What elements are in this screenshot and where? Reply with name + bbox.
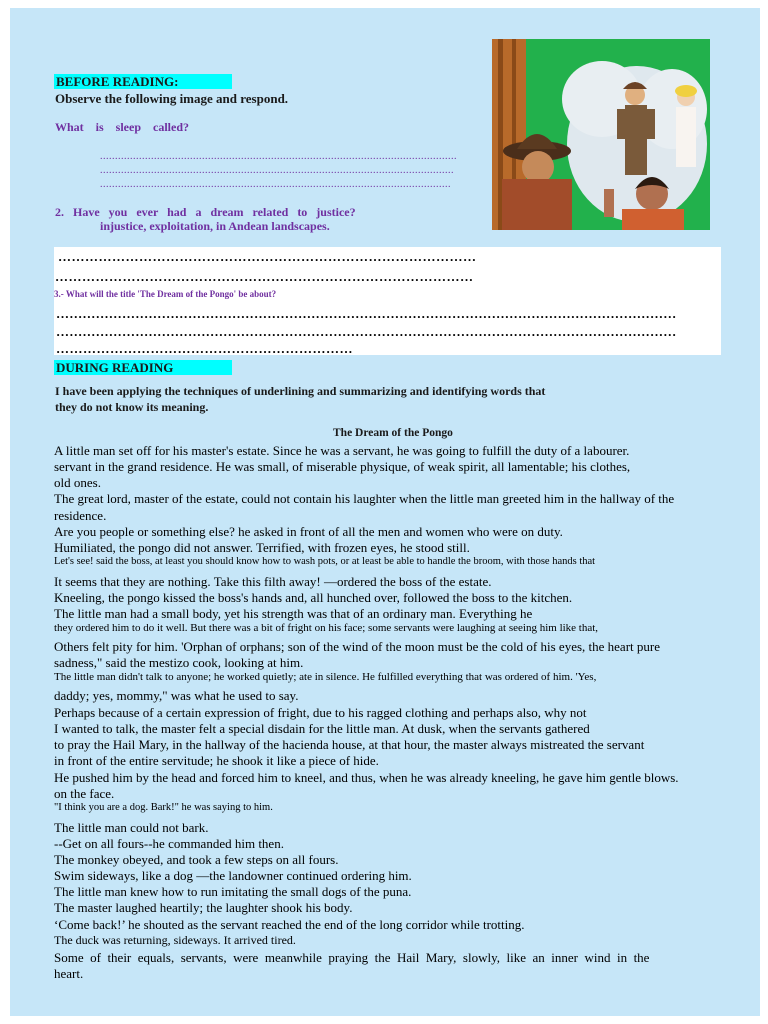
story-line: Humiliated, the pongo did not answer. Terrified, with frozen eyes, he stood still.	[54, 540, 470, 555]
answer-box-line-5: …………………………………………………………	[56, 341, 353, 356]
story-line: they ordered him to do it well. But there was a bit of fright on his face; some servants were laughing at seeing him like that,	[54, 622, 599, 634]
story-line: Swim sideways, like a dog —the landowner continued ordering him.	[54, 868, 412, 883]
story-line: The little man knew how to run imitating the small dogs of the puna.	[54, 884, 412, 899]
story-line: ‘Come back!’ he shouted as the servant reached the end of the long corridor while trotting.	[54, 917, 525, 932]
question-1: What is sleep called?	[55, 120, 189, 134]
answer-line-3: .....................................................................................................................	[100, 179, 451, 190]
story-line: in front of the entire servitude; he shook it like a piece of hide.	[54, 753, 379, 768]
question-3: 3.- What will the title 'The Dream of the Pongo' be about?	[54, 289, 277, 299]
story-line: The little man could not bark.	[54, 820, 209, 835]
story-line: to pray the Hail Mary, in the hallway of the hacienda house, at that hour, the master always mistreated the servant	[54, 737, 645, 752]
pongo-dream-illustration	[492, 39, 710, 230]
story-line: Let's see! said the boss, at least you should know how to wash pots, or at least be able to handle the broom, with those hands that	[54, 556, 596, 567]
story-line: A little man set off for his master's estate. Since he was a servant, he was going to fulfill the duty of a labourer.	[54, 443, 630, 458]
answer-line-1: .......................................................................................................................	[100, 151, 457, 162]
answer-box-line-3: ……………………………………………………………………………………………………………………………	[56, 306, 677, 321]
story-line: The little man had a small body, yet his strength was that of an ordinary man. Everything he	[54, 606, 533, 621]
story-line: --Get on all fours--he commanded him then.	[54, 836, 284, 851]
during-reading-line-2: they do not know its meaning.	[55, 400, 209, 414]
story-line: The master laughed heartily; the laughter shook his body.	[54, 900, 353, 915]
story-line: servant in the grand residence. He was small, of miserable physique, of weak spirit, all lamentable; his clothes,	[54, 459, 631, 474]
answer-line-2: ......................................................................................................................	[100, 165, 454, 176]
story-line: old ones.	[54, 475, 101, 490]
story-line: heart.	[54, 966, 84, 981]
question-2-continued: injustice, exploitation, in Andean landscapes.	[100, 219, 330, 233]
story-line: residence.	[54, 508, 107, 523]
story-line: I wanted to talk, the master felt a special disdain for the little man. At dusk, when the servants gathered	[54, 721, 590, 736]
story-line: Some of their equals, servants, were meanwhile praying the Hail Mary, slowly, like an inner wind in the	[54, 950, 650, 965]
story-line: It seems that they are nothing. Take this filth away! —ordered the boss of the estate.	[54, 574, 492, 589]
story-line: daddy; yes, mommy," was what he used to say.	[54, 688, 299, 703]
instruction-text: Observe the following image and respond.	[55, 91, 289, 106]
during-reading-heading: DURING READING	[54, 360, 232, 375]
answer-box-line-4: ……………………………………………………………………………………………………………………………	[56, 324, 677, 339]
story-line: He pushed him by the head and forced him to kneel, and thus, when he was already kneeling, he gave him gentle blows.	[54, 770, 679, 785]
story-line: The duck was returning, sideways. It arrived tired.	[54, 933, 296, 947]
story-line: on the face.	[54, 786, 115, 801]
story-title: The Dream of the Pongo	[333, 427, 453, 439]
story-line: Others felt pity for him. 'Orphan of orphans; son of the wind of the moon must be the cold of his eyes, the heart pure	[54, 639, 660, 654]
answer-box-line-2: …………………………………………………………………………………	[55, 269, 474, 284]
during-reading-line-1: I have been applying the techniques of underlining and summarizing and identifying words that	[55, 384, 546, 398]
story-line: The little man didn't talk to anyone; he worked quietly; ate in silence. He fulfilled everything that was ordered of him. 'Yes,	[54, 671, 597, 683]
story-line: sadness," said the mestizo cook, looking at him.	[54, 655, 304, 670]
story-line: Kneeling, the pongo kissed the boss's hands and, all hunched over, followed the boss to the kitchen.	[54, 590, 573, 605]
before-reading-heading: BEFORE READING:	[54, 74, 232, 89]
story-line: The monkey obeyed, and took a few steps on all fours.	[54, 852, 339, 867]
story-line: "I think you are a dog. Bark!" he was saying to him.	[54, 802, 273, 813]
story-line: Are you people or something else? he asked in front of all the men and women who were on duty.	[54, 524, 563, 539]
story-line: Perhaps because of a certain expression of fright, due to his ragged clothing and perhaps also, why not	[54, 705, 587, 720]
story-line: The great lord, master of the estate, could not contain his laughter when the little man greeted him in the hallway of the	[54, 491, 675, 506]
question-2: 2. Have you ever had a dream related to justice?	[55, 205, 356, 219]
answer-box-line-1: …………………………………………………………………………………	[58, 249, 477, 264]
